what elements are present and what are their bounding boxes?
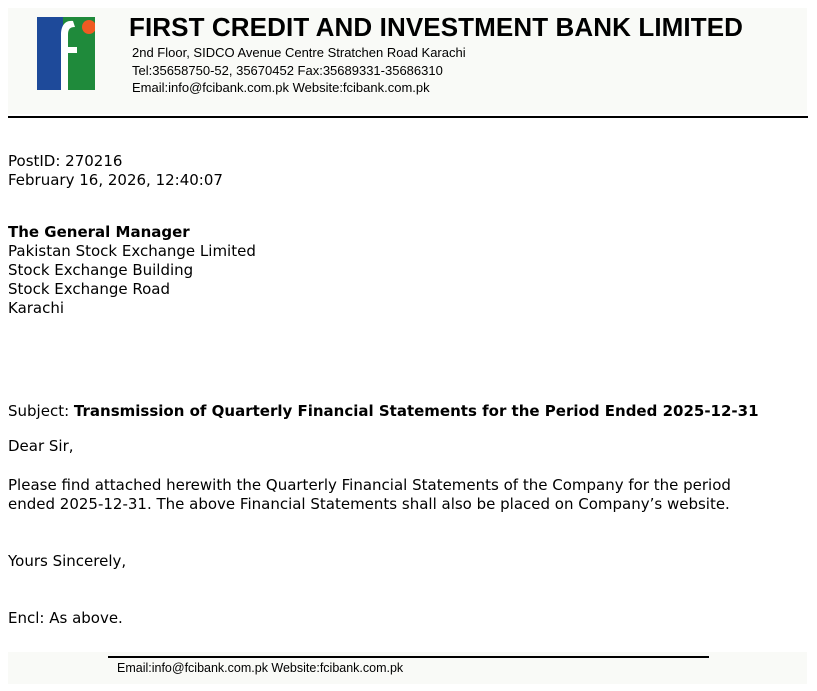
company-phones: Tel:35658750-52, 35670452 Fax:35689331-35686310 — [132, 63, 443, 78]
enclosure: Encl: As above. — [8, 609, 123, 627]
subject-label: Subject: — [8, 402, 74, 420]
post-id: PostID: 270216 — [8, 152, 123, 170]
footer — [8, 652, 807, 684]
closing: Yours Sincerely, — [8, 552, 127, 570]
body-line: ended 2025-12-31. The above Financial Statements shall also be placed on Company’s website. — [8, 495, 730, 513]
fcib-logo-icon — [37, 17, 95, 90]
recipient-line: Karachi — [8, 299, 65, 317]
company-contact: Email:info@fcibank.com.pk Website:fcibank.com.pk — [132, 80, 430, 95]
subject-line — [8, 402, 759, 421]
company-name: FIRST CREDIT AND INVESTMENT BANK LIMITED — [129, 12, 744, 42]
footer-divider — [108, 656, 709, 658]
recipient-line: Stock Exchange Road — [8, 280, 170, 298]
recipient-line: Stock Exchange Building — [8, 261, 194, 279]
subject-text: Transmission of Quarterly Financial Statements for the Period Ended 2025-12-31 — [73, 402, 759, 420]
recipient-line: Pakistan Stock Exchange Limited — [8, 242, 256, 260]
body-line: Please find attached herewith the Quarterly Financial Statements of the Company for the period — [8, 476, 731, 494]
company-address: 2nd Floor, SIDCO Avenue Centre Stratchen Road Karachi — [132, 45, 466, 60]
post-datetime: February 16, 2026, 12:40:07 — [8, 171, 223, 189]
letterhead — [8, 8, 807, 114]
recipient-title: The General Manager — [8, 223, 190, 241]
header-divider — [8, 116, 808, 118]
salutation: Dear Sir, — [8, 437, 74, 455]
footer-contact: Email:info@fcibank.com.pk Website:fcibank.com.pk — [117, 661, 404, 675]
